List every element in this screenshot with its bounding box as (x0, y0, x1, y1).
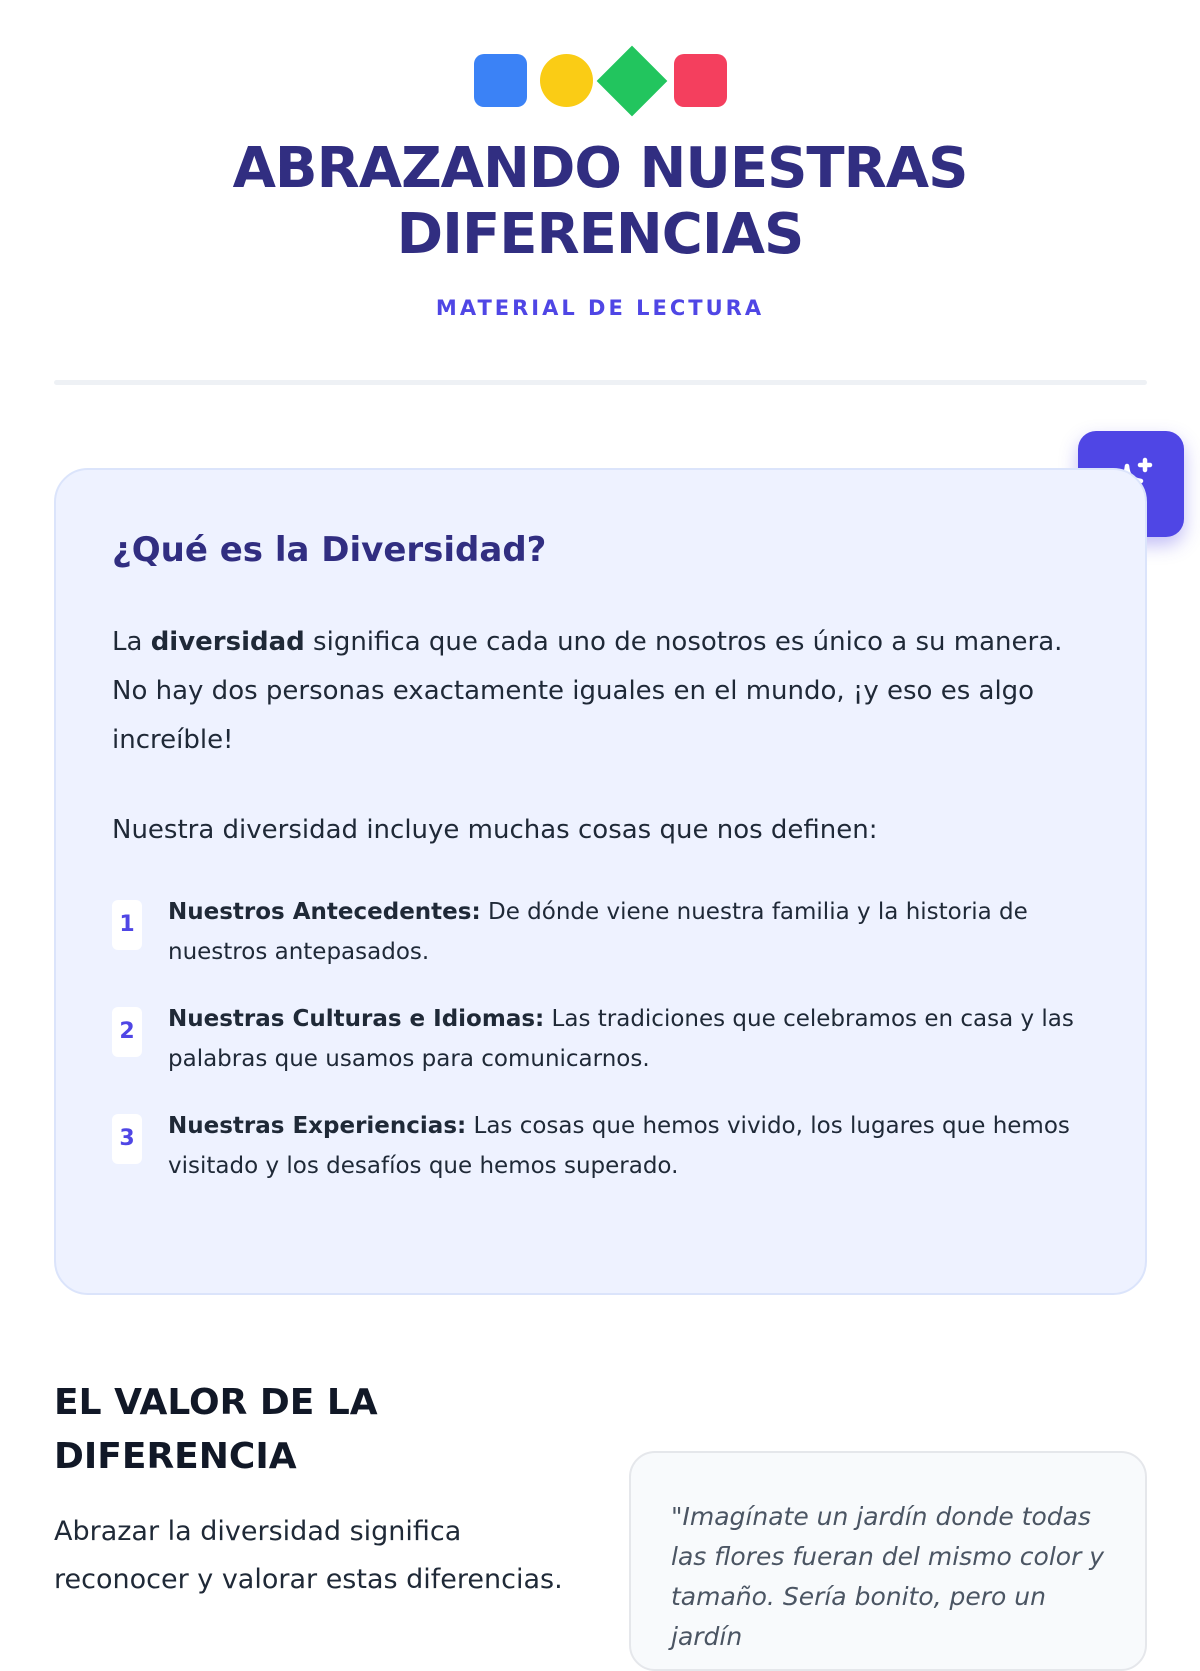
list-item-desc: Las cosas que hemos vivido, los lugares que hemos visitado y los desafíos que hemos superado. (168, 1113, 1070, 1179)
list-item-desc: De dónde viene nuestra familia y la historia de nuestros antepasados. (168, 899, 1028, 965)
blue-square-icon (474, 54, 527, 107)
page-subtitle: MATERIAL DE LECTURA (435, 296, 765, 320)
section-title: EL VALOR DE LA DIFERENCIA (54, 1382, 378, 1477)
list-item-desc: Las tradiciones que celebramos en casa y las palabras que usamos para comunicarnos. (168, 1006, 1074, 1072)
page-title (0, 136, 1200, 268)
diversity-list (112, 892, 1092, 1213)
list-item-text (168, 892, 1078, 972)
card-title: ¿Qué es la Diversidad? (112, 530, 547, 570)
yellow-circle-icon (540, 54, 593, 107)
list-item-bold: Nuestras Culturas e Idiomas: (168, 1006, 545, 1032)
list-item-bold: Nuestros Antecedentes: (168, 899, 481, 925)
list-item (112, 999, 1092, 1106)
list-item-bold: Nuestras Experiencias: (168, 1113, 467, 1139)
page-title-line1: ABRAZANDO NUESTRAS (232, 136, 968, 201)
list-number-badge: 1 (112, 900, 142, 950)
list-item-text (168, 999, 1078, 1079)
section-paragraph: Abrazar la diversidad significa reconocer y valorar estas diferencias. (54, 1516, 563, 1595)
card-p1-bold: diversidad (150, 627, 305, 657)
list-number-badge: 2 (112, 1007, 142, 1057)
list-item-text (168, 1106, 1078, 1186)
list-item (112, 892, 1092, 999)
logo (474, 44, 730, 120)
quote-card (629, 1451, 1147, 1671)
list-item (112, 1106, 1092, 1213)
green-diamond-icon (597, 46, 668, 117)
red-square-icon (674, 54, 727, 107)
diversity-card (54, 468, 1147, 1295)
list-number-badge: 3 (112, 1114, 142, 1164)
card-p1-before: La (112, 627, 151, 657)
page-title-line2: DIFERENCIAS (396, 202, 804, 267)
card-paragraph-2: Nuestra diversidad incluye muchas cosas que nos definen: (112, 815, 878, 845)
quote-text: "Imagínate un jardín donde todas las flores fueran del mismo color y tamaño. Sería bonito, pero un jardín (671, 1502, 1105, 1651)
card-p1-after: significa que cada uno de nosotros es único a su manera. No hay dos personas exactamente iguales en el mundo, ¡y eso es algo increíble! (112, 627, 1063, 755)
divider (54, 380, 1147, 385)
card-paragraph-1 (112, 618, 1092, 765)
